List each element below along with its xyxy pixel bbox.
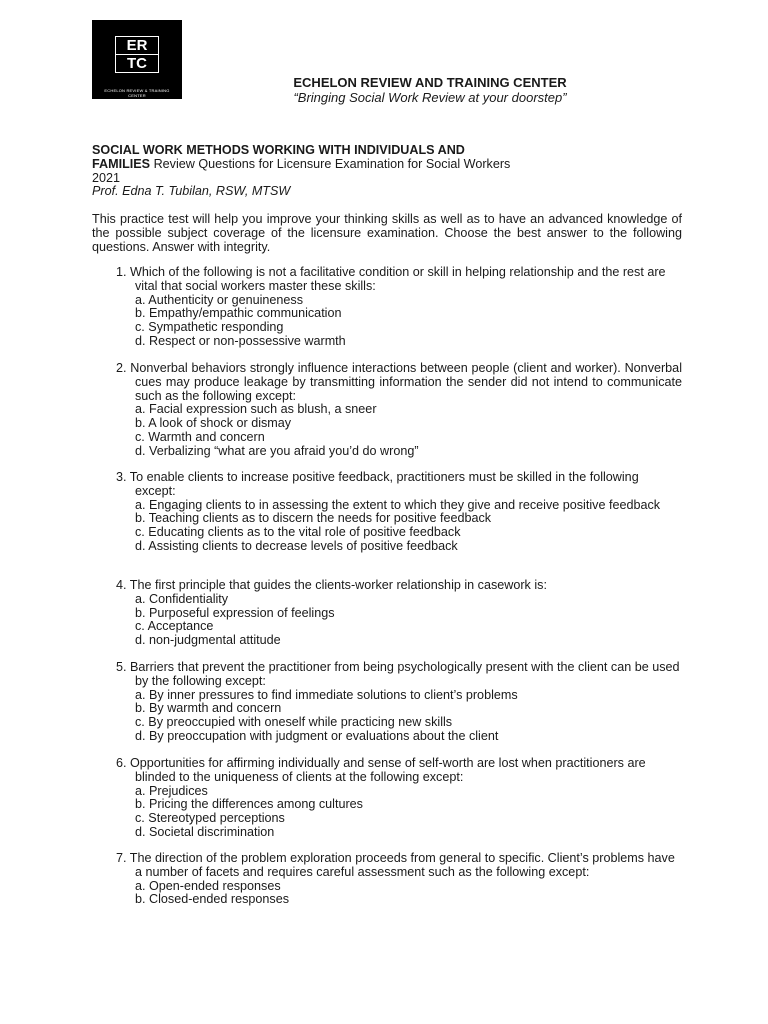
- document-title-families: FAMILIES: [92, 156, 151, 171]
- answer-option: d. By preoccupation with judgment or evaluations about the client: [135, 728, 499, 743]
- question-stem: 2. Nonverbal behaviors strongly influence interactions between people (client and worker). Nonverbal cues may produce leakage by transmitting information the sender did not intend to communicate such as the following except:: [116, 361, 682, 403]
- question-stem: 1. Which of the following is not a facilitative condition or skill in helping relationship and the rest are vital that social workers master these skills:: [116, 265, 666, 293]
- answer-option: d. Assisting clients to decrease levels of positive feedback: [135, 538, 458, 553]
- answer-option: c. Warmth and concern: [135, 429, 265, 444]
- question-1: [116, 266, 682, 349]
- tagline: “Bringing Social Work Review at your doorstep”: [293, 90, 567, 105]
- question-2: [116, 362, 682, 459]
- question-3: [116, 471, 682, 554]
- answer-option: a. By inner pressures to find immediate solutions to client’s problems: [135, 687, 518, 702]
- answer-option: a. Open-ended responses: [135, 878, 281, 893]
- ertc-logo: [92, 20, 182, 99]
- document-author: Prof. Edna T. Tubilan, RSW, MTSW: [92, 184, 291, 199]
- question-5: [116, 661, 682, 744]
- answer-option: c. Sympathetic responding: [135, 320, 284, 335]
- answer-option: b. Empathy/empathic communication: [135, 306, 342, 321]
- answer-option: a. Confidentiality: [135, 591, 229, 606]
- answer-option: b. Closed-ended responses: [135, 892, 290, 907]
- answer-option: b. Teaching clients as to discern the needs for positive feedback: [135, 511, 492, 526]
- answer-option: c. Acceptance: [135, 619, 214, 634]
- answer-option: a. Facial expression such as blush, a sneer: [135, 402, 377, 417]
- answer-option: b. By warmth and concern: [135, 701, 282, 716]
- document-subtitle: Review Questions for Licensure Examination for Social Workers: [150, 156, 511, 171]
- answer-option: c. By preoccupied with oneself while practicing new skills: [135, 715, 453, 730]
- intro-paragraph: This practice test will help you improve your thinking skills as well as to have an advanced knowledge of the possible subject coverage of the licensure examination. Choose the best answer to the following questions. Answer with integrity.: [92, 212, 682, 254]
- answer-option: d. Verbalizing “what are you afraid you’d do wrong”: [135, 443, 419, 458]
- answer-option: b. Purposeful expression of feelings: [135, 605, 335, 620]
- logo-line1: ER: [126, 37, 148, 54]
- answer-option: d. Respect or non-possessive warmth: [135, 333, 346, 348]
- document-title-block: [92, 144, 682, 199]
- question-stem: 5. Barriers that prevent the practitioner from being psychologically present with the client can be used by the following except:: [116, 660, 680, 688]
- answer-option: d. non-judgmental attitude: [135, 633, 281, 648]
- organization-name: ECHELON REVIEW AND TRAINING CENTER: [293, 75, 567, 90]
- logo-mark: [115, 36, 159, 73]
- document-title-line1: SOCIAL WORK METHODS WORKING WITH INDIVIDUALS AND: [92, 143, 465, 157]
- answer-option: d. Societal discrimination: [135, 824, 275, 839]
- question-stem: 4. The first principle that guides the clients-worker relationship in casework is:: [116, 578, 547, 592]
- question-6: [116, 757, 682, 840]
- answer-option: b. A look of shock or dismay: [135, 416, 292, 431]
- question-stem: 7. The direction of the problem exploration proceeds from general to specific. Client’s problems have a number of facets and requires careful assessment such as the following except:: [116, 851, 675, 879]
- question-4: [116, 579, 682, 648]
- answer-option: a. Engaging clients to in assessing the extent to which they give and receive positive feedback: [135, 497, 661, 512]
- document-title-line2: [92, 158, 682, 172]
- answer-option: c. Stereotyped perceptions: [135, 811, 285, 826]
- question-stem: 6. Opportunities for affirming individually and sense of self-worth are lost when practitioners are blinded to the uniqueness of clients at the following except:: [116, 756, 646, 784]
- logo-subtitle: ECHELON REVIEW & TRAINING CENTER: [104, 88, 170, 98]
- logo-line2: TC: [116, 54, 158, 72]
- answer-option: a. Authenticity or genuineness: [135, 292, 304, 307]
- document-year: 2021: [92, 170, 121, 185]
- question-stem: 3. To enable clients to increase positive feedback, practitioners must be skilled in the following except:: [116, 470, 639, 498]
- answer-option: b. Pricing the differences among cultures: [135, 797, 363, 812]
- answer-option: c. Educating clients as to the vital role of positive feedback: [135, 525, 461, 540]
- question-7: [116, 852, 682, 907]
- answer-option: a. Prejudices: [135, 783, 208, 798]
